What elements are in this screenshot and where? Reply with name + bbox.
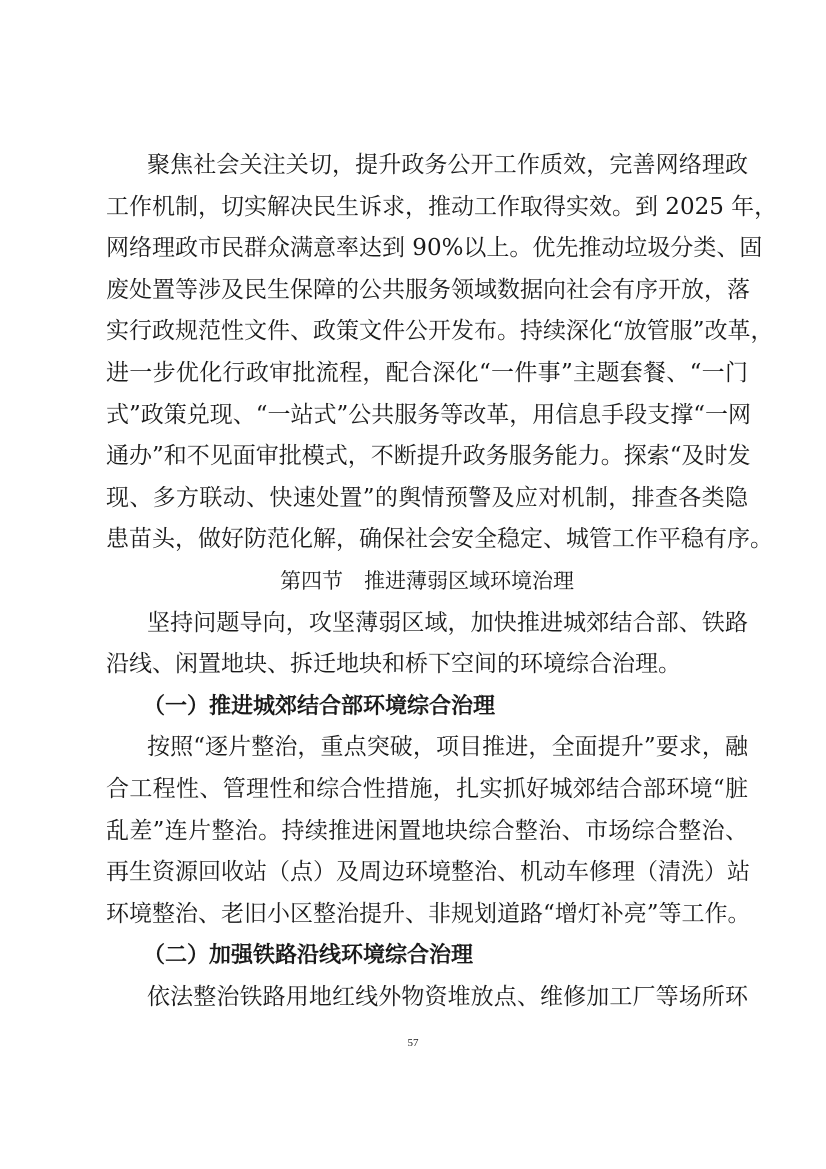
text-line: 进一步优化行政审批流程，配合深化“一件事”主题套餐、“一门 — [106, 359, 748, 386]
page-number: 57 — [407, 1037, 419, 1049]
text-line: 现、多方联动、快速处置”的舆情预警及应对机制，排查各类隐 — [106, 484, 748, 511]
text-line: 按照“逐片整治，重点突破，项目推进，全面提升”要求，融 — [147, 734, 748, 761]
paragraph — [106, 145, 778, 561]
text-line: 依法整治铁路用地红线外物资堆放点、维修加工厂等场所环 — [147, 983, 748, 1010]
section-heading — [106, 561, 748, 603]
text-line: （二）加强铁路沿线环境综合治理 — [143, 942, 474, 969]
text-line: （一）推进城郊结合部环境综合治理 — [143, 692, 496, 719]
text-line: 沿线、闲置地块、拆迁地块和桥下空间的环境综合治理。 — [106, 651, 681, 678]
document-body — [106, 145, 778, 1018]
text-line: 再生资源回收站（点）及周边环境整治、机动车修理（清洗）站 — [106, 859, 750, 886]
text-line: 患苗头，做好防范化解，确保社会安全稳定、城管工作平稳有序。 — [106, 526, 773, 553]
text-line: 实行政规范性文件、政策文件公开发布。持续深化“放管服”改革， — [106, 318, 774, 345]
paragraph — [106, 603, 748, 686]
subsection-heading — [106, 935, 748, 977]
text-line: 第四节 推进薄弱区域环境治理 — [280, 568, 574, 593]
text-line: 废处置等涉及民生保障的公共服务领域数据向社会有序开放，落 — [106, 276, 750, 303]
text-line: 通办”和不见面审批模式，不断提升政务服务能力。探索“及时发 — [106, 443, 751, 470]
text-line: 式”政策兑现、“一站式”公共服务等改革，用信息手段支撑“一网 — [106, 401, 752, 428]
text-line: 乱差”连片整治。持续推进闲置地块综合整治、市场综合整治、 — [106, 817, 748, 844]
text-line: 聚焦社会关注关切，提升政务公开工作质效，完善网络理政 — [147, 152, 748, 178]
text-line: 网络理政市民群众满意率达到 90%以上。优先推动垃圾分类、固 — [106, 235, 763, 262]
text-line: 合工程性、管理性和综合性措施，扎实抓好城郊结合部环境“脏 — [106, 775, 748, 802]
text-line: 环境整治、老旧小区整治提升、非规划道路“增灯补亮”等工作。 — [106, 900, 751, 927]
paragraph — [106, 977, 748, 1019]
paragraph — [106, 727, 751, 935]
text-line: 工作机制，切实解决民生诉求，推动工作取得实效。到 2025 年， — [106, 193, 778, 220]
subsection-heading — [106, 686, 748, 728]
text-line: 坚持问题导向，攻坚薄弱区域，加快推进城郊结合部、铁路 — [147, 609, 748, 636]
